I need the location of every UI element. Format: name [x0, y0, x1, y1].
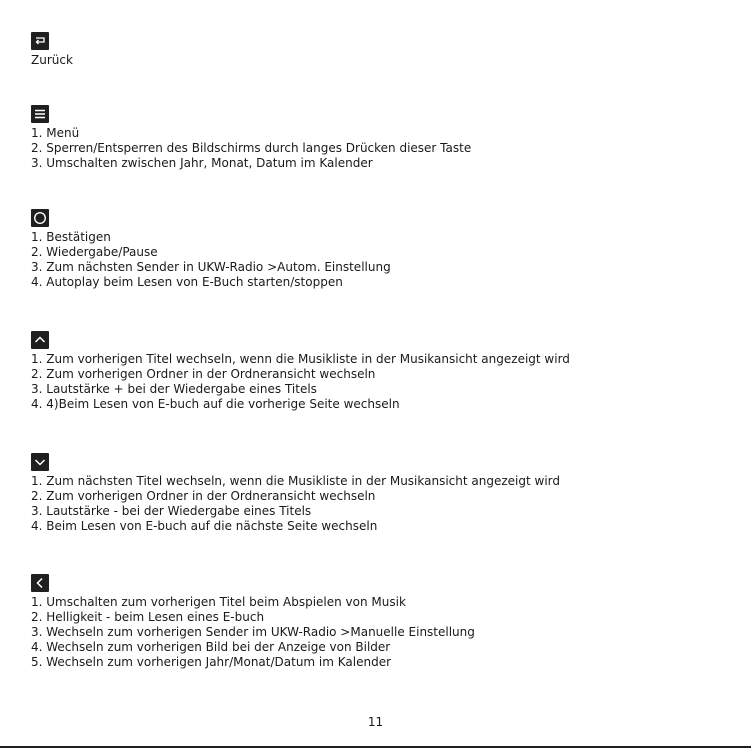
list-item: 2. Wiedergabe/Pause [31, 245, 158, 259]
list-item: Zurück [31, 53, 73, 67]
ok-lines [31, 230, 391, 290]
list-item: 3. Zum nächsten Sender in UKW-Radio >Autom. Einstellung [31, 260, 391, 274]
page-number: 11 [367, 715, 384, 729]
section-ok [31, 209, 391, 290]
section-menu [31, 105, 471, 171]
list-item: 2. Zum vorherigen Ordner in der Ordneransicht wechseln [31, 489, 376, 503]
chevron-up-icon [31, 331, 49, 349]
section-up [31, 331, 570, 412]
list-item: 1. Zum nächsten Titel wechseln, wenn die Musikliste in der Musikansicht angezeigt wird [31, 474, 560, 488]
list-item: 1. Zum vorherigen Titel wechseln, wenn die Musikliste in der Musikansicht angezeigt wird [31, 352, 570, 366]
list-item: 2. Sperren/Entsperren des Bildschirms durch langes Drücken dieser Taste [31, 141, 472, 155]
circle-ok-icon [31, 209, 49, 227]
menu-icon [31, 105, 49, 123]
menu-lines [31, 126, 471, 171]
list-item: 3. Umschalten zwischen Jahr, Monat, Datum im Kalender [31, 156, 373, 170]
left-lines [31, 595, 475, 670]
list-item: 2. Helligkeit - beim Lesen eines E-buch [31, 610, 265, 624]
back-return-icon [31, 32, 49, 50]
list-item: 4. Beim Lesen von E-buch auf die nächste Seite wechseln [31, 519, 378, 533]
chevron-down-icon [31, 453, 49, 471]
bottom-rule [0, 746, 751, 748]
chevron-left-icon [31, 574, 49, 592]
list-item: 4. 4)Beim Lesen von E-buch auf die vorherige Seite wechseln [31, 397, 400, 411]
list-item: 2. Zum vorherigen Ordner in der Ordneransicht wechseln [31, 367, 376, 381]
section-left [31, 574, 475, 670]
down-lines [31, 474, 560, 534]
up-lines [31, 352, 570, 412]
list-item: 1. Menü [31, 126, 80, 140]
section-down [31, 453, 560, 534]
list-item: 4. Wechseln zum vorherigen Bild bei der Anzeige von Bilder [31, 640, 391, 654]
list-item: 5. Wechseln zum vorherigen Jahr/Monat/Datum im Kalender [31, 655, 392, 669]
list-item: 3. Lautstärke + bei der Wiedergabe eines Titels [31, 382, 317, 396]
list-item: 4. Autoplay beim Lesen von E-Buch starten/stoppen [31, 275, 343, 289]
list-item: 1. Umschalten zum vorherigen Titel beim Abspielen von Musik [31, 595, 406, 609]
list-item: 1. Bestätigen [31, 230, 111, 244]
section-back [31, 32, 73, 68]
back-lines [31, 53, 73, 68]
list-item: 3. Wechseln zum vorherigen Sender im UKW-Radio >Manuelle Einstellung [31, 625, 475, 639]
list-item: 3. Lautstärke - bei der Wiedergabe eines Titels [31, 504, 312, 518]
